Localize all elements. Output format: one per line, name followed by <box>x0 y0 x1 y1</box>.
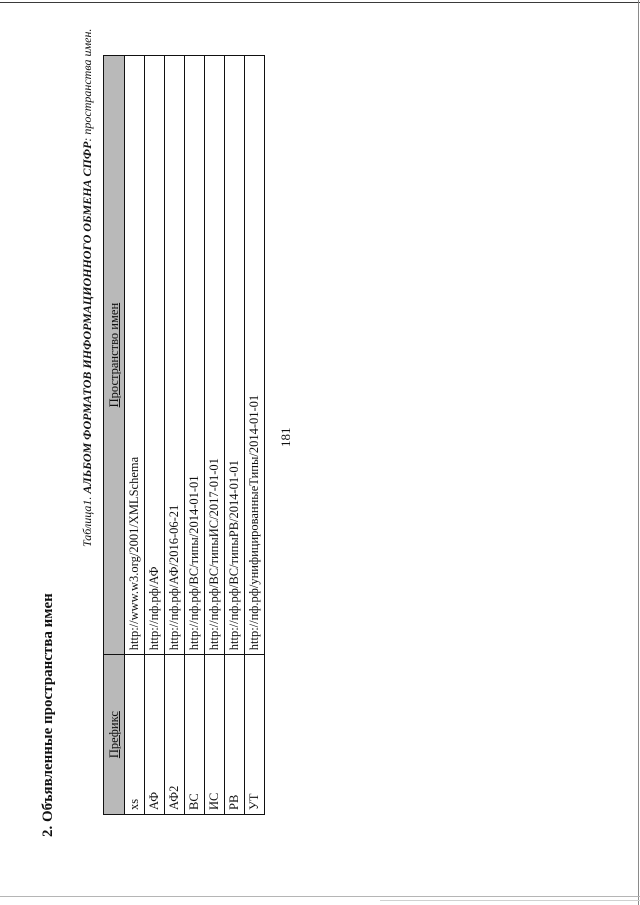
cell-namespace: http://пф.рф/ВС/типыИС/2017-01-01 <box>205 56 225 655</box>
table-row <box>245 56 265 815</box>
table-caption-suffix: : пространства имен. <box>80 28 94 142</box>
cell-namespace: http://пф.рф/ВС/типыРВ/2014-01-01 <box>225 56 245 655</box>
header-namespace: Пространство имен <box>104 56 125 655</box>
table-caption <box>80 29 95 547</box>
cell-prefix: АФ2 <box>165 655 185 815</box>
table-row <box>185 56 205 815</box>
namespaces-table <box>103 55 265 815</box>
scan-edge-top <box>0 2 640 3</box>
cell-prefix: xs <box>125 655 145 815</box>
cell-namespace: http://пф.рф/ВС/типы/2014-01-01 <box>185 56 205 655</box>
cell-namespace: http://пф.рф/АФ/2016-06-21 <box>165 56 185 655</box>
table-row <box>205 56 225 815</box>
rotated-page-content <box>38 27 328 837</box>
cell-prefix: ВС <box>185 655 205 815</box>
table-caption-name: АЛЬБОМ ФОРМАТОВ ИНФОРМАЦИОННОГО ОБМЕНА СПФР <box>80 141 94 494</box>
table-caption-prefix: Таблица1. <box>80 493 94 547</box>
cell-prefix: РВ <box>225 655 245 815</box>
section-heading: 2. Объявленные пространства имен <box>40 593 56 837</box>
table-row <box>145 56 165 815</box>
cell-prefix: ИС <box>205 655 225 815</box>
table-header-row <box>104 56 125 815</box>
table-row <box>165 56 185 815</box>
cell-namespace: http://пф.рф/унифицированныеТипы/2014-01-01 <box>245 56 265 655</box>
cell-prefix: АФ <box>145 655 165 815</box>
table-row <box>225 56 245 815</box>
cell-namespace: http://www.w3.org/2001/XMLSchema <box>125 56 145 655</box>
scan-edge-right <box>638 0 639 905</box>
header-prefix: Префикс <box>104 655 125 815</box>
page-number: 181 <box>278 427 293 447</box>
table-row <box>125 56 145 815</box>
cell-prefix: УТ <box>245 655 265 815</box>
cell-namespace: http://пф.рф/АФ <box>145 56 165 655</box>
scan-edge-bottom <box>0 896 640 897</box>
scan-edge-bottom-secondary <box>380 900 640 901</box>
